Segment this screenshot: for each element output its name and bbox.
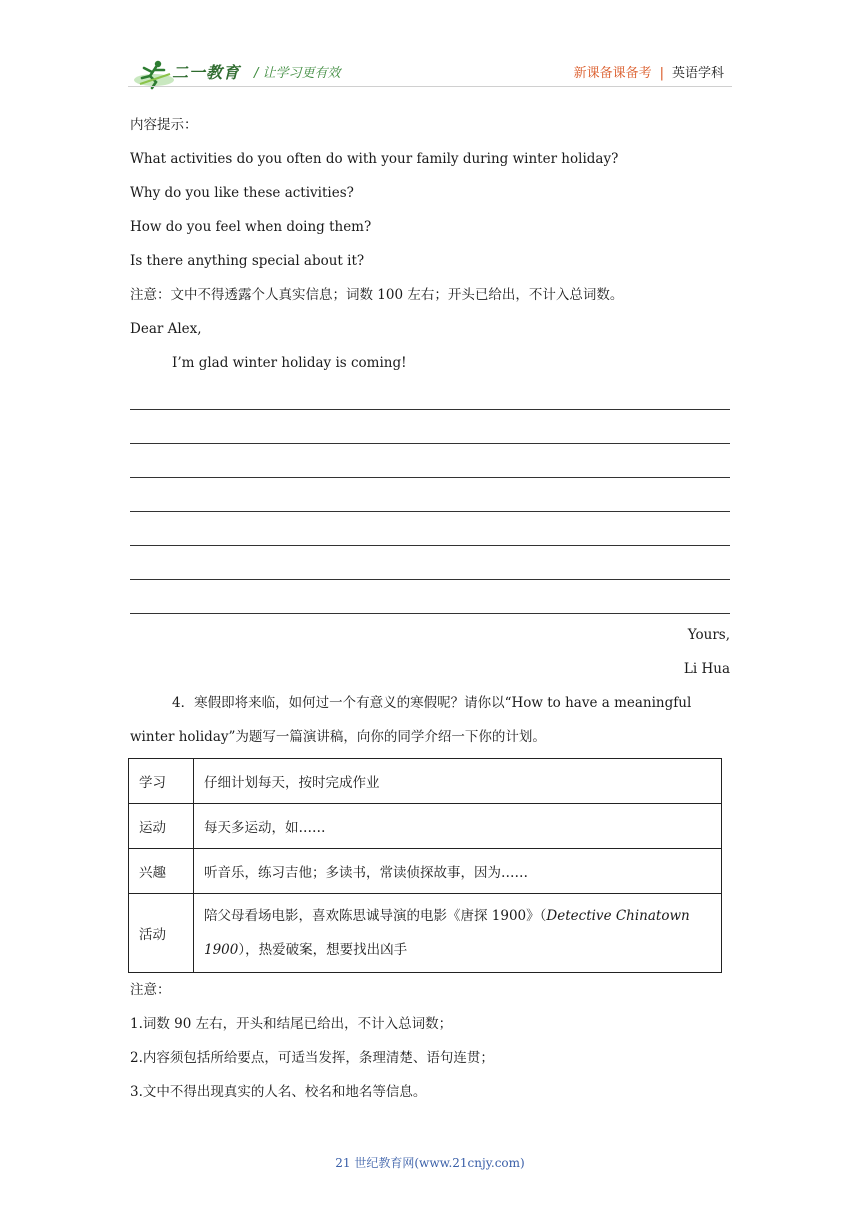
movie-title: Detective Chinatown 1900 <box>204 908 690 958</box>
hint-2: Why do you like these activities? <box>130 185 354 201</box>
section4-prompt-line1: 4．寒假即将来临，如何过一个有意义的寒假呢？请你以“How to have a meaningful <box>172 695 692 711</box>
writing-line <box>130 516 730 550</box>
header-subject-label: 英语学科 <box>671 66 724 81</box>
table-row <box>129 894 722 973</box>
writing-line <box>130 448 730 482</box>
letter-opening: I’m glad winter holiday is coming! <box>172 355 407 371</box>
section3-note: 注意：文中不得透露个人真实信息；词数 100 左右；开头已给出，不计入总词数。 <box>130 287 624 303</box>
letter-greeting: Dear Alex, <box>130 321 202 337</box>
note-2: 2.内容须包括所给要点，可适当发挥，条理清楚、语句连贯； <box>130 1050 494 1066</box>
table-value: 仔细计划每天，按时完成作业 <box>194 759 722 804</box>
table-row <box>129 804 722 849</box>
table-row <box>129 759 722 804</box>
page-header <box>0 0 860 100</box>
note-1: 1.词数 90 左右，开头和结尾已给出，不计入总词数； <box>130 1016 453 1032</box>
hint-title: 内容提示： <box>130 117 198 133</box>
header-divider <box>128 86 732 87</box>
hint-3: How do you feel when doing them? <box>130 219 372 235</box>
writing-line <box>130 584 730 618</box>
table-key: 运动 <box>129 804 194 849</box>
slogan: / 让学习更有效 <box>254 66 341 81</box>
table-value-part: ），热爱破案，想要找出凶手 <box>238 942 408 958</box>
letter-signature: Li Hua <box>683 661 730 677</box>
table-key: 兴趣 <box>129 849 194 894</box>
page-footer: 21 世纪教育网(www.21cnjy.com) <box>335 1156 525 1170</box>
header-course-label: 新课备课备考 <box>573 66 652 81</box>
table-value-part: 陪父母看场电影，喜欢陈思诚导演的电影《唐探 1900》（ <box>204 908 547 924</box>
table-key: 学习 <box>129 759 194 804</box>
table-value: 听音乐，练习吉他；多读书，常读侦探故事，因为…… <box>194 849 722 894</box>
plan-table <box>128 758 722 973</box>
hint-1: What activities do you often do with your family during winter holiday? <box>130 151 619 167</box>
table-value: 每天多运动，如…… <box>194 804 722 849</box>
table-row <box>129 849 722 894</box>
logo-text: 二一教育 <box>172 63 241 82</box>
table-value <box>194 894 722 973</box>
writing-line <box>130 380 730 414</box>
header-subject <box>574 62 724 81</box>
letter-closing: Yours, <box>687 627 730 643</box>
writing-line <box>130 414 730 448</box>
notes-title: 注意： <box>130 982 171 998</box>
note-3: 3.文中不得出现真实的人名、校名和地名等信息。 <box>130 1084 427 1100</box>
document-body <box>130 108 730 1109</box>
hint-4: Is there anything special about it? <box>130 253 365 269</box>
header-separator: | <box>659 66 664 81</box>
writing-line <box>130 550 730 584</box>
table-key: 活动 <box>129 894 194 973</box>
writing-line <box>130 482 730 516</box>
section4-prompt-line2: winter holiday”为题写一篇演讲稿，向你的同学介绍一下你的计划。 <box>130 729 546 745</box>
